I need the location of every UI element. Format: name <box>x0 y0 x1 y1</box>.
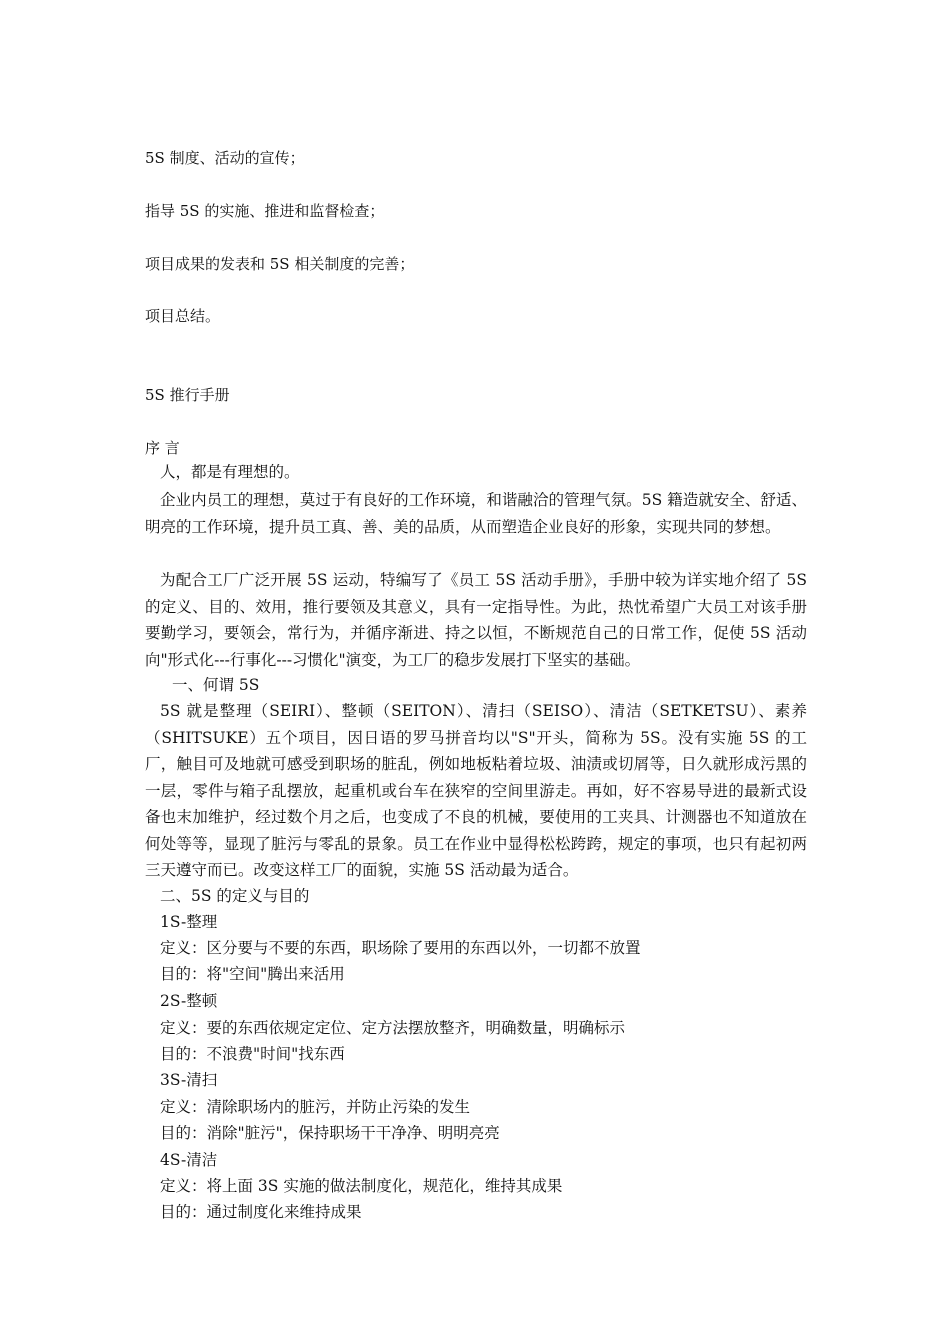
preface-paragraph: 为配合工厂广泛开展 5S 运动，特编写了《员工 5S 活动手册》，手册中较为详实地介绍了 5S 的定义、目的、效用，推行要领及其意义，具有一定指导性。为此，热忱希望广大员工对该手册要勤学习，要领会，常行为，并循序渐进、持之以恒，不断规范自己的日常工作，促使 5S 活动向"形式化---行事化---习惯化"演变，为工厂的稳步发展打下坚实的基础。 <box>145 571 807 669</box>
purpose-text: 目的：不浪费"时间"找东西 <box>160 1045 345 1063</box>
definition-text: 定义：要的东西依规定定位、定方法摆放整齐，明确数量，明确标示 <box>160 1019 626 1037</box>
definition-text: 定义：区分要与不要的东西，职场除了要用的东西以外，一切都不放置 <box>160 939 641 957</box>
preface-paragraph: 人，都是有理想的。 <box>160 463 300 481</box>
purpose-text: 目的：通过制度化来维持成果 <box>160 1203 362 1221</box>
purpose-text: 目的：将"空间"腾出来活用 <box>160 965 345 983</box>
definition-text: 定义：将上面 3S 实施的做法制度化，规范化，维持其成果 <box>160 1177 563 1195</box>
preface-heading: 序 言 <box>145 439 180 457</box>
preface-paragraph: 企业内员工的理想，莫过于有良好的工作环境，和谐融洽的管理气氛。5S 籍造就安全、舒适、明亮的工作环境，提升员工真、善、美的品质，从而塑造企业良好的形象，实现共同的梦想。 <box>145 491 807 536</box>
definition-title: 1S-整理 <box>160 913 218 931</box>
section-heading: 一、何谓 5S <box>172 676 260 694</box>
list-item: 指导 5S 的实施、推进和监督检查； <box>145 202 385 220</box>
section-heading: 二、5S 的定义与目的 <box>160 887 310 905</box>
list-item: 5S 制度、活动的宣传； <box>145 149 305 167</box>
definition-title: 3S-清扫 <box>160 1071 218 1089</box>
manual-title: 5S 推行手册 <box>145 386 230 404</box>
list-item: 项目成果的发表和 5S 相关制度的完善； <box>145 255 415 273</box>
section-paragraph: 5S 就是整理（SEIRI）、整顿（SEITON）、清扫（SEISO）、清洁（SETKETSU）、素养（SHITSUKE）五个项目，因日语的罗马拼音均以"S"开头，简称为 5S。没有实施 5S 的工厂，触目可及地就可感受到职场的脏乱，例如地板粘着垃圾、油渍或切屑等，日久就形成污黑的一层，零件与箱子乱摆放，起重机或台车在狭窄的空间里游走。再如，好不容易导进的最新式设备也末加维护，经过数个月之后，也变成了不良的机械，要使用的工夹具、计测器也不知道放在何处等等，显现了脏污与零乱的景象。员工在作业中显得松松跨跨，规定的事项，也只有起初两三天遵守而已。改变这样工厂的面貌，实施 5S 活动最为适合。 <box>145 702 807 879</box>
definition-text: 定义：清除职场内的脏污，并防止污染的发生 <box>160 1098 471 1116</box>
definition-title: 4S-清洁 <box>160 1151 218 1169</box>
purpose-text: 目的：消除"脏污"，保持职场干干净净、明明亮亮 <box>160 1124 500 1142</box>
definition-title: 2S-整顿 <box>160 992 218 1010</box>
list-item: 项目总结。 <box>145 307 221 325</box>
